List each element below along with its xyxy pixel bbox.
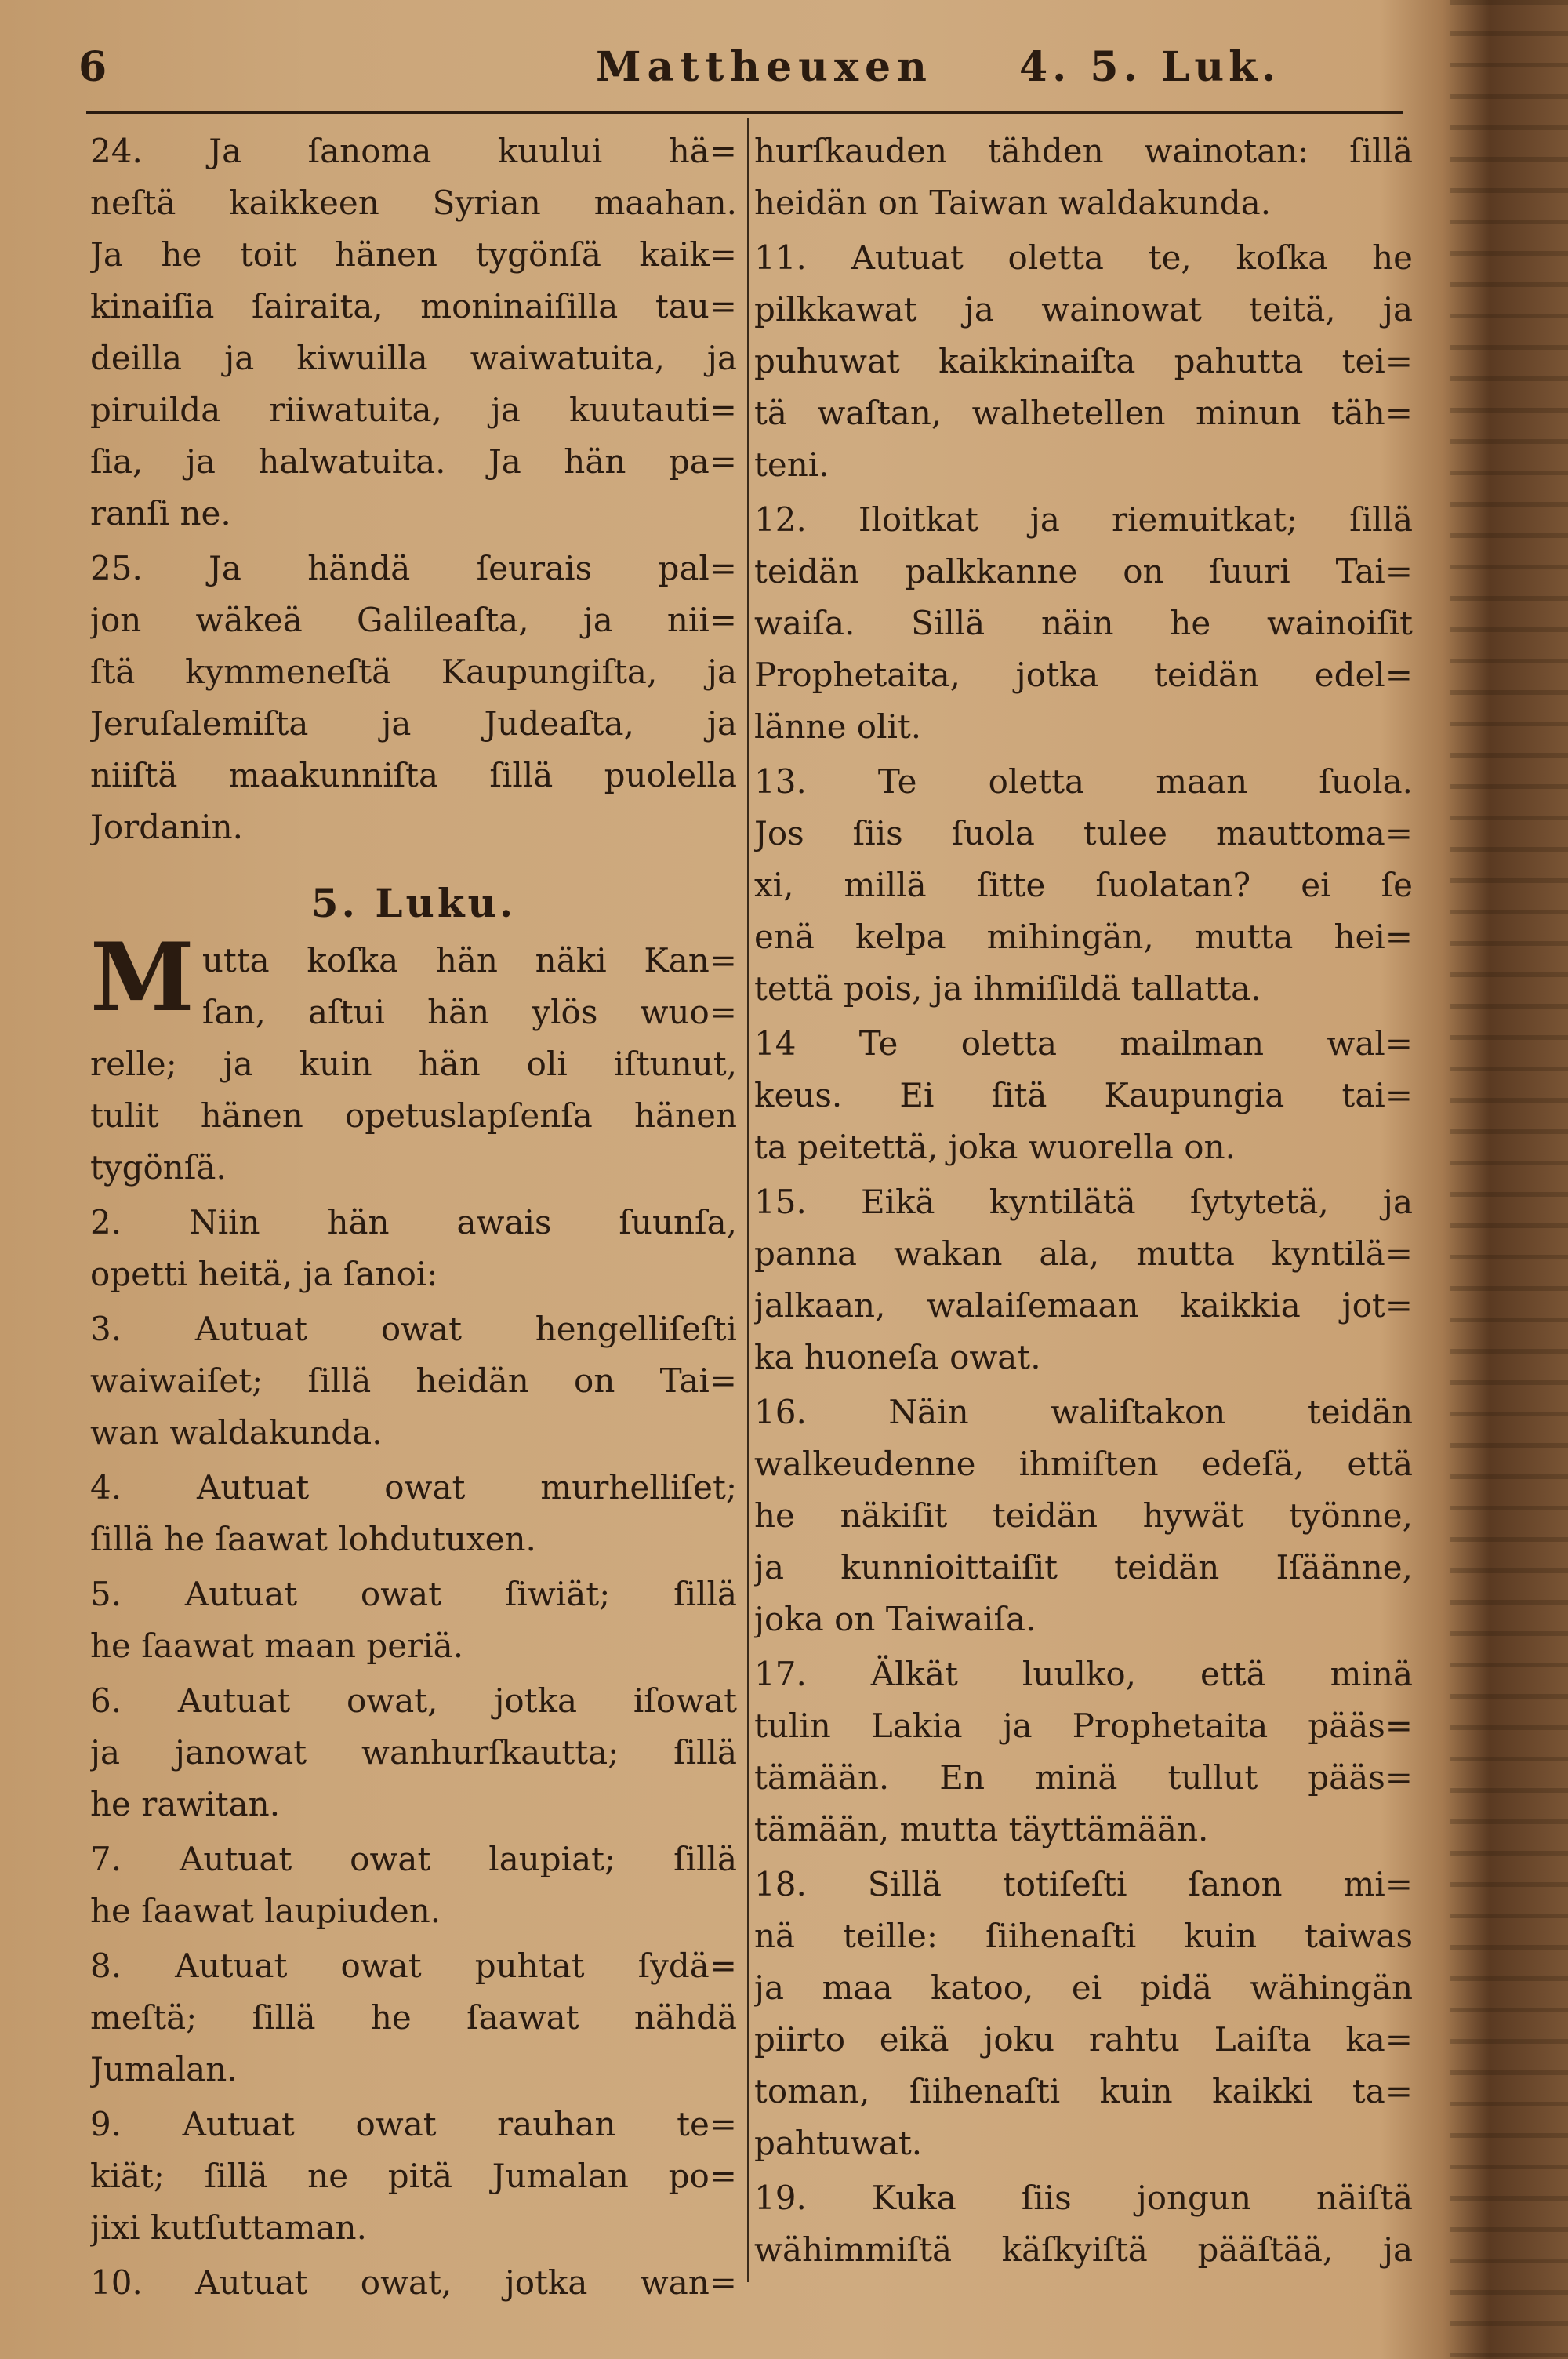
text-line: 10. Autuat owat, jotka wan=: [90, 2263, 737, 2302]
header-rule: [86, 111, 1403, 114]
right-column: [754, 125, 1413, 2279]
text-line: ja maa katoo, ei pidä wähingän: [754, 1968, 1413, 2007]
text-line: 15. Eikä kyntilätä ſytytetä, ja: [754, 1183, 1413, 1221]
text-line: jixi kutſuttaman.: [90, 2208, 367, 2247]
verse-paragraph: [754, 2172, 1413, 2276]
text-line: 16. Näin waliſtakon teidän: [754, 1393, 1413, 1431]
verse-paragraph: [90, 1197, 737, 1300]
text-line: waiſa. Sillä näin he wainoiſit: [754, 604, 1413, 642]
text-line: relle; ja kuin hän oli iſtunut,: [90, 1045, 737, 1083]
verse-paragraph: [90, 1834, 737, 1937]
chapter-range: 4. 5. Luk.: [1019, 43, 1281, 91]
text-line: tämään. En minä tullut pääs=: [754, 1758, 1413, 1797]
text-line: ſillä he ſaawat lohdutuxen.: [90, 1520, 536, 1558]
text-line: puhuwat kaikkinaiſta pahutta tei=: [754, 342, 1413, 380]
verse-paragraph: [90, 1568, 737, 1672]
text-line: Jos ſiis ſuola tulee mauttoma=: [754, 814, 1413, 852]
left-column: [90, 125, 737, 2312]
text-line: 7. Autuat owat laupiat; ſillä: [90, 1840, 737, 1878]
text-line: walkeudenne ihmiſten edeſä, että: [754, 1445, 1413, 1483]
text-line: 25. Ja händä ſeurais pal=: [90, 549, 737, 587]
verse-paragraph: [90, 1675, 737, 1830]
text-line: 13. Te oletta maan ſuola.: [754, 762, 1413, 801]
text-line: 5. Autuat owat ſiwiät; ſillä: [90, 1575, 737, 1613]
verse-paragraph: [90, 125, 737, 540]
text-line: ja janowat wanhurſkautta; ſillä: [90, 1733, 737, 1772]
text-line: 2. Niin hän awais ſuunſa,: [90, 1203, 737, 1241]
verse-paragraph: [754, 494, 1413, 753]
text-line: nä teille: ſiihenaſti kuin taiwas: [754, 1917, 1413, 1955]
text-line: 8. Autuat owat puhtat ſydä=: [90, 1946, 737, 1985]
adjacent-page-edge: [1450, 0, 1568, 2359]
text-line: hurſkauden tähden wainotan: ſillä: [754, 132, 1413, 170]
text-line: 4. Autuat owat murhelliſet;: [90, 1468, 737, 1507]
text-line: Prophetaita, jotka teidän edel=: [754, 656, 1413, 694]
text-line: tettä pois, ja ihmiſildä tallatta.: [754, 969, 1261, 1008]
text-line: he näkiſit teidän hywät työnne,: [754, 1496, 1413, 1535]
column-divider: [747, 118, 749, 2282]
text-line: 19. Kuka ſiis jongun näiſtä: [754, 2179, 1413, 2217]
text-line: 17. Älkät luulko, että minä: [754, 1655, 1413, 1693]
chapter-heading: 5. Luku.: [310, 880, 517, 926]
text-line: meſtä; ſillä he ſaawat nähdä: [90, 1998, 737, 2037]
verse-paragraph: [754, 1859, 1413, 2169]
text-line: ranſi ne.: [90, 494, 231, 533]
text-line: he ſaawat laupiuden.: [90, 1892, 441, 1930]
text-line: tygönſä.: [90, 1148, 227, 1187]
text-line: waiwaiſet; ſillä heidän on Tai=: [90, 1361, 737, 1400]
text-line: utta koſka hän näki Kan=: [201, 941, 737, 980]
verse-paragraph: [754, 756, 1413, 1015]
verse-paragraph: [754, 1176, 1413, 1383]
text-line: ſia, ja halwatuita. Ja hän pa=: [90, 442, 737, 481]
running-title: Matthеuxen: [596, 43, 933, 91]
text-line: niiſtä maakunniſta ſillä puolella: [90, 756, 737, 794]
text-line: teidän palkkanne on ſuuri Tai=: [754, 552, 1413, 591]
text-line: ja kunnioittaiſit teidän Iſäänne,: [754, 1548, 1413, 1587]
text-line: joka on Taiwaiſa.: [754, 1600, 1036, 1638]
verse-paragraph: [90, 1462, 737, 1565]
verse-paragraph: [90, 543, 737, 853]
text-line: keus. Ei ſitä Kaupungia tai=: [754, 1076, 1413, 1114]
text-line: länne olit.: [754, 707, 922, 746]
text-line: jalkaan, walaiſemaan kaikkia jot=: [754, 1286, 1413, 1325]
text-line: he ſaawat maan periä.: [90, 1627, 464, 1665]
text-line: piruilda riiwatuita, ja kuutauti=: [90, 391, 737, 429]
text-line: teni.: [754, 445, 829, 484]
text-line: ta peitettä, joka wuorella on.: [754, 1128, 1236, 1166]
text-line: jon wäkeä Galileaſta, ja nii=: [90, 601, 737, 639]
page-number: 6: [78, 43, 111, 91]
text-line: Jumalan.: [90, 2050, 238, 2088]
verse-paragraph: [90, 922, 737, 1194]
text-line: Jordanin.: [90, 808, 244, 846]
verse-paragraph: [754, 1648, 1413, 1856]
text-line: tämään, mutta täyttämään.: [754, 1810, 1209, 1848]
text-line: heidän on Taiwan waldakunda.: [754, 184, 1272, 222]
text-line: ka huoneſa owat.: [754, 1338, 1041, 1376]
verse-paragraph: [754, 1018, 1413, 1173]
text-line: kiät; ſillä ne pitä Jumalan po=: [90, 2157, 737, 2195]
text-line: kinaiſia ſairaita, moninaiſilla tau=: [90, 287, 737, 325]
text-line: toman, ſiihenaſti kuin kaikki ta=: [754, 2072, 1413, 2110]
text-line: Ja he toit hänen tygönſä kaik=: [90, 235, 737, 274]
text-line: 14 Te oletta mailman wal=: [754, 1024, 1413, 1063]
text-line: piirto eikä joku rahtu Laiſta ka=: [754, 2020, 1413, 2059]
text-line: neſtä kaikkeen Syrian maahan.: [90, 184, 737, 222]
text-line: wan waldakunda.: [90, 1413, 383, 1452]
text-line: ſan, aſtui hän ylös wuo=: [201, 993, 737, 1031]
text-line: tä waſtan, walhetellen minun täh=: [754, 394, 1413, 432]
verse-paragraph: [754, 125, 1413, 229]
text-line: pilkkawat ja wainowat teitä, ja: [754, 290, 1413, 329]
text-line: 18. Sillä totiſeſti ſanon mi=: [754, 1865, 1413, 1903]
text-line: xi, millä ſitte ſuolatan? ei ſe: [754, 866, 1413, 904]
text-line: wähimmiſtä käſkyiſtä pääſtää, ja: [754, 2230, 1413, 2269]
text-line: pahtuwat.: [754, 2124, 923, 2162]
verse-paragraph: [90, 1940, 737, 2095]
verse-paragraph: [754, 1387, 1413, 1645]
verse-paragraph: [90, 2257, 737, 2309]
text-line: opetti heitä, ja ſanoi:: [90, 1255, 438, 1293]
text-line: 11. Autuat oletta te, koſka he: [754, 238, 1413, 277]
text-line: tulin Lakia ja Prophetaita pääs=: [754, 1707, 1413, 1745]
text-line: 6. Autuat owat, jotka iſowat: [90, 1681, 737, 1720]
text-line: panna wakan ala, mutta kyntilä=: [754, 1234, 1413, 1273]
text-line: ſtä kymmeneſtä Kaupungiſta, ja: [90, 652, 737, 691]
text-line: 12. Iloitkat ja riemuitkat; ſillä: [754, 500, 1413, 539]
text-line: Jeruſalemiſta ja Judeaſta, ja: [90, 704, 737, 743]
verse-paragraph: [90, 1303, 737, 1459]
drop-cap: M: [90, 922, 194, 1033]
text-line: enä kelpa mihingän, mutta hei=: [754, 918, 1413, 956]
text-line: tulit hänen opetuslapſenſa hänen: [90, 1096, 737, 1135]
text-line: he rawitan.: [90, 1785, 281, 1823]
verse-paragraph: [754, 232, 1413, 491]
text-line: 24. Ja ſanoma kuului hä=: [90, 132, 737, 170]
verse-paragraph: [90, 2099, 737, 2254]
text-line: 3. Autuat owat hengelliſeſti: [90, 1310, 737, 1348]
text-line: 9. Autuat owat rauhan te=: [90, 2105, 737, 2143]
text-line: deilla ja kiwuilla waiwatuita, ja: [90, 339, 737, 377]
